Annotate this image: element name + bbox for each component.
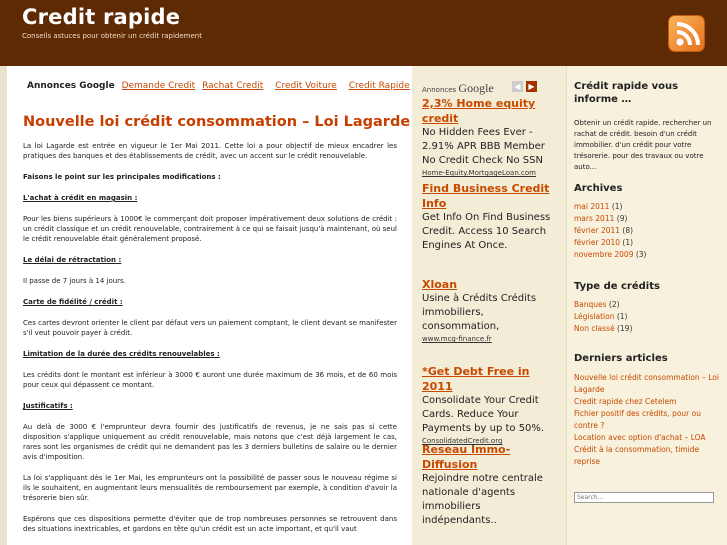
- sidebar-recent-title: Derniers articles: [574, 353, 668, 364]
- google-ads-column: [412, 66, 566, 545]
- recent-post-link[interactable]: Crédit à la consommation, timide reprise: [574, 445, 700, 466]
- archive-count: (9): [616, 214, 628, 223]
- ad-url[interactable]: Home-Equity.MortgageLoan.com: [422, 169, 536, 177]
- category-count: (2): [608, 300, 620, 309]
- archive-item: [574, 201, 722, 213]
- sidebar-about-text: Obtenir un crédit rapide. rechercher un rachat de crédit. besoin d'un crédit immobilier. d'un crédit pour votre trésorerie. pour des travaux ou votre auto...: [574, 119, 712, 171]
- recent-post-item: [574, 444, 722, 468]
- category-link[interactable]: Non classé: [574, 324, 615, 333]
- archive-count: (8): [622, 226, 634, 235]
- archive-link[interactable]: mars 2011: [574, 214, 615, 223]
- archive-link[interactable]: février 2011: [574, 226, 621, 235]
- category-link[interactable]: Législation: [574, 312, 615, 321]
- category-link[interactable]: Banques: [574, 300, 607, 309]
- post-subheading: Limitation de la durée des crédits renouvelables :: [23, 350, 220, 358]
- post-subheading: L'achat à crédit en magasin :: [23, 194, 138, 202]
- category-item: [574, 311, 722, 323]
- ad-url[interactable]: ConsolidatedCredit.org: [422, 437, 503, 445]
- archives-list: [574, 201, 722, 261]
- sidebar-types-title: Type de crédits: [574, 281, 660, 292]
- ad-link-demande-credit[interactable]: Demande Credit: [121, 81, 196, 91]
- post-paragraph: Les crédits dont le montant est inférieur à 3000 € auront une durée maximum de 36 mois, et de 60 mois pour ceux qui dépassent ce montant.: [23, 371, 397, 389]
- ad-title[interactable]: 2,3% Home equity credit: [422, 97, 536, 125]
- archive-link[interactable]: novembre 2009: [574, 250, 634, 259]
- site-tagline: Conseils astuces pour obtenir un crédit rapidement: [22, 32, 202, 40]
- post-paragraph: Au delà de 3000 € l'emprunteur devra fournir des justificatifs de revenus, je ne sais pas si cette disposition s'applique uniquement au crédit renouvelable, mais notons que c'est déjà largement le cas, rares sont les organismes de crédit qui ne demandent pas les 3 derniers bulletins de salaire ou le dernier avis d'imposition.: [23, 423, 397, 461]
- post-title[interactable]: Nouvelle loi crédit consommation – Loi Lagarde: [23, 114, 411, 130]
- archive-link[interactable]: février 2010: [574, 238, 621, 247]
- credit-types-list: [574, 299, 722, 335]
- recent-post-link[interactable]: Credit rapide chez Cetelem: [574, 397, 677, 406]
- ad-title[interactable]: Reseau Immo-Diffusion: [422, 443, 511, 471]
- category-item: [574, 299, 722, 311]
- ad-link-rachat-credit[interactable]: Rachat Credit: [202, 81, 264, 91]
- ad-block: [422, 96, 557, 178]
- post-paragraph: Il passe de 7 jours à 14 jours.: [23, 277, 126, 285]
- ad-description: Usine à Crédits Crédits immobiliers, consommation,: [422, 293, 537, 332]
- ad-title[interactable]: Xloan: [422, 278, 458, 291]
- category-item: [574, 323, 722, 335]
- main-content: [0, 66, 412, 545]
- right-sidebar: [566, 66, 727, 545]
- ad-link-credit-rapide[interactable]: Credit Rapide: [348, 81, 410, 91]
- archive-item: [574, 237, 722, 249]
- ad-block: [422, 277, 557, 344]
- recent-posts-list: [574, 372, 722, 468]
- ad-block: [422, 442, 557, 528]
- sidebar-about-title: Crédit rapide vous informe …: [574, 81, 679, 105]
- post-body: [23, 141, 397, 545]
- post-subheading: Le délai de rétractation :: [23, 256, 122, 264]
- post-paragraph: Espérons que ces dispositions permette d'éviter que de trop nombreuses personnes se retrouvent dans des situations inextricables, et gardons en tête qu'un crédit est un acte important, et qu'il vaut: [23, 515, 397, 533]
- post-paragraph: Pour les biens supérieurs à 1000€ le commerçant doit proposer impérativement deux solutions de crédit : un crédit classique et un crédit renouvelable, contrairement à ce qui se faisait jusqu'à maintenant, où seul le crédit renouvelable était généralement proposé.: [23, 215, 397, 243]
- search-input[interactable]: [574, 492, 714, 503]
- ad-description: Consolidate Your Credit Cards. Reduce Your Payments by up to 50%.: [422, 395, 545, 434]
- ads-header: [422, 81, 494, 96]
- recent-post-item: [574, 432, 722, 444]
- archive-link[interactable]: mai 2011: [574, 202, 610, 211]
- ad-title[interactable]: *Get Debt Free in 2011: [422, 365, 530, 393]
- category-count: (1): [616, 312, 628, 321]
- recent-post-link[interactable]: Fichier positif des crédits, pour ou contre ?: [574, 409, 701, 430]
- ad-title[interactable]: Find Business Credit Info: [422, 182, 550, 210]
- post-paragraph: La loi Lagarde est entrée en vigueur le 1er Mai 2011. Cette loi a pour objectif de mieux encadrer les pratiques des banques et des établissements de crédit, avec un accent sur le crédit renouvelable.: [23, 142, 397, 160]
- recent-post-item: [574, 372, 722, 396]
- site-title[interactable]: Credit rapide: [22, 5, 181, 29]
- site-header: [0, 0, 727, 66]
- post-subheading: Justificatifs :: [23, 402, 73, 410]
- ad-url[interactable]: www.mcg-finance.fr: [422, 335, 492, 343]
- rss-icon[interactable]: [668, 15, 705, 52]
- ad-block: [422, 364, 557, 446]
- ads-header-prefix: Annonces: [422, 86, 457, 94]
- recent-post-item: [574, 396, 722, 408]
- recent-post-item: [574, 408, 722, 432]
- recent-post-link[interactable]: Nouvelle loi crédit consommation – Loi Lagarde: [574, 373, 719, 394]
- archive-item: [574, 225, 722, 237]
- google-ad-links-bar: [27, 81, 410, 91]
- archive-count: (3): [635, 250, 647, 259]
- ad-description: Get Info On Find Business Credit. Access 10 Search Engines At Once.: [422, 212, 551, 251]
- post-paragraph-bold: Faisons le point sur les principales modifications :: [23, 173, 221, 181]
- archive-count: (1): [622, 238, 634, 247]
- sidebar-archives-title: Archives: [574, 183, 623, 194]
- archive-item: [574, 249, 722, 261]
- post-subheading: Carte de fidélité / crédit :: [23, 298, 123, 306]
- category-count: (19): [616, 324, 633, 333]
- ad-description: Rejoindre notre centrale nationale d'agents immobiliers indépendants..: [422, 473, 543, 526]
- archive-count: (1): [611, 202, 623, 211]
- archive-item: [574, 213, 722, 225]
- ad-description: No Hidden Fees Ever - 2.91% APR BBB Member No Credit Check No SSN: [422, 127, 545, 166]
- chevron-left-icon[interactable]: ◀: [512, 81, 523, 92]
- recent-post-link[interactable]: Location avec option d'achat – LOA: [574, 433, 706, 442]
- google-logo-text: Google: [458, 81, 494, 95]
- ad-link-credit-voiture[interactable]: Credit Voiture: [275, 81, 337, 91]
- ad-links-label: Annonces Google: [27, 81, 115, 91]
- chevron-right-icon[interactable]: ▶: [526, 81, 537, 92]
- ad-block: [422, 181, 557, 253]
- post-paragraph: Ces cartes devront orienter le client par défaut vers un paiement comptant, le client devant se manifester s'il veut pouvoir payer à crédit.: [23, 319, 397, 337]
- post-paragraph: La loi s'appliquant dès le 1er Mai, les emprunteurs ont la possibilité de passer sous le nouveau régime si ils le souhaitent, en augmentant leurs mensualités de remboursement par exemple, à condition d'avoir la trésorerie bien sûr.: [23, 474, 397, 502]
